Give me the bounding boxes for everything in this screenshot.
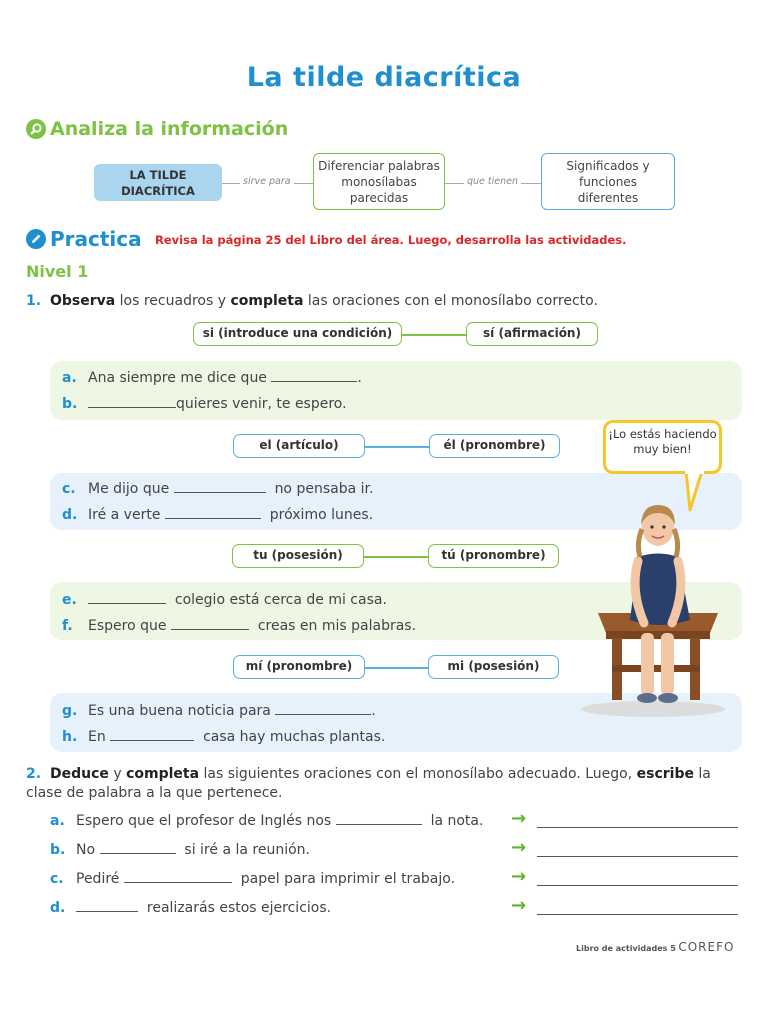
pill-si-afirmacion: sí (afirmación): [466, 322, 598, 346]
footer-book: Libro de actividades 5: [576, 944, 676, 953]
item-letter: c.: [50, 871, 64, 887]
list-item: [62, 617, 416, 634]
list-item: [50, 812, 483, 829]
concept-box-significados: Significados y funciones diferentes: [541, 153, 675, 210]
item-letter: h.: [62, 729, 78, 745]
answer-blank[interactable]: [271, 369, 357, 382]
list-item: [50, 870, 455, 887]
item-letter: b.: [62, 396, 78, 412]
item-letter: g.: [62, 703, 78, 719]
footer: [576, 940, 734, 954]
verb-escribe: escribe: [636, 766, 694, 782]
verb-deduce: Deduce: [49, 766, 109, 782]
answer-blank[interactable]: [100, 841, 176, 854]
item-text: colegio está cerca de mi casa.: [174, 592, 387, 608]
pill-tu-posesion: tu (posesión): [232, 544, 364, 568]
item-text: realizarás estos ejercicios.: [146, 900, 332, 916]
list-item: [62, 702, 376, 719]
list-item: [62, 591, 387, 608]
page-title: La tilde diacrítica: [246, 62, 522, 93]
item-text: la nota.: [430, 813, 484, 829]
item-text: Me dijo que: [88, 481, 170, 497]
question-1: [26, 293, 598, 309]
word-class-line[interactable]: [537, 855, 738, 857]
item-text: Espero que: [88, 618, 167, 634]
answer-blank[interactable]: [88, 395, 176, 408]
arrow-right-icon: →: [511, 866, 527, 887]
item-text: Iré a verte: [88, 507, 161, 523]
connector-que-tienen: que tienen: [464, 176, 521, 187]
question-number: 2.: [26, 766, 42, 782]
pill-mi-posesion: mi (posesión): [428, 655, 559, 679]
pill-el-articulo: el (artículo): [233, 434, 365, 458]
connector-sirve-para: sirve para: [240, 176, 294, 187]
pill-connector: [363, 446, 431, 448]
list-item: [50, 899, 331, 916]
item-letter: f.: [62, 618, 73, 634]
item-text: si iré a la reunión.: [184, 842, 310, 858]
q1-text: las oraciones con el monosílabo correcto.: [303, 293, 598, 309]
item-text: papel para imprimir el trabajo.: [240, 871, 456, 887]
pill-si-condicion: si (introduce una condición): [193, 322, 402, 346]
arrow-right-icon: →: [511, 808, 527, 829]
pill-connector: [363, 667, 430, 669]
item-text: Es una buena noticia para: [88, 703, 271, 719]
answer-blank[interactable]: [275, 702, 371, 715]
item-letter: a.: [62, 370, 77, 386]
arrow-right-icon: →: [511, 895, 527, 916]
answer-blank[interactable]: [336, 812, 422, 825]
item-text: Espero que el profesor de Inglés nos: [76, 813, 332, 829]
answer-blank[interactable]: [171, 617, 249, 630]
verb-completa: completa: [126, 766, 200, 782]
pill-tu-pronombre: tú (pronombre): [428, 544, 559, 568]
list-item: [62, 728, 385, 745]
item-text: .: [357, 370, 362, 386]
answer-blank[interactable]: [165, 506, 261, 519]
list-item: [50, 841, 310, 858]
item-letter: c.: [62, 481, 76, 497]
word-class-line[interactable]: [537, 884, 738, 886]
question-number: 1.: [26, 293, 42, 309]
answer-blank[interactable]: [88, 591, 166, 604]
item-text: Pediré: [76, 871, 120, 887]
item-text: quieres venir, te espero.: [176, 396, 347, 412]
item-text: creas en mis palabras.: [257, 618, 417, 634]
answer-blank[interactable]: [76, 899, 138, 912]
analiza-heading-text: Analiza la información: [50, 118, 289, 140]
practica-heading: [26, 227, 142, 251]
verb-observa: Observa: [49, 293, 116, 309]
word-class-line[interactable]: [537, 826, 738, 828]
analiza-heading: [26, 118, 288, 140]
item-letter: e.: [62, 592, 77, 608]
pill-el-pronombre: él (pronombre): [429, 434, 560, 458]
list-item: [62, 395, 347, 412]
list-item: [62, 369, 362, 386]
word-class-line[interactable]: [537, 913, 738, 915]
answer-blank[interactable]: [110, 728, 194, 741]
item-text: casa hay muchas plantas.: [203, 729, 386, 745]
item-letter: d.: [50, 900, 66, 916]
item-letter: a.: [50, 813, 65, 829]
footer-brand: COREFO: [678, 940, 735, 954]
practica-heading-text: Practica: [50, 227, 142, 251]
concept-box-diferenciar: Diferenciar palabras monosílabas parecidas: [313, 153, 445, 210]
arrow-right-icon: →: [511, 837, 527, 858]
nivel-label: Nivel 1: [26, 262, 89, 281]
speech-bubble: ¡Lo estás haciendo muy bien!: [603, 420, 722, 474]
pencil-icon: [26, 229, 46, 249]
q2-text: la clase de palabra a la que pertenece.: [26, 766, 711, 801]
girl-illustration: [578, 495, 728, 720]
item-letter: b.: [50, 842, 66, 858]
item-letter: d.: [62, 507, 78, 523]
item-text: En: [88, 729, 106, 745]
verb-completa: completa: [230, 293, 304, 309]
practica-instruction: Revisa la página 25 del Libro del área. Luego, desarrolla las actividades.: [155, 233, 627, 247]
answer-blank[interactable]: [174, 480, 266, 493]
q2-text: y: [108, 766, 127, 782]
item-text: No: [76, 842, 96, 858]
pill-mi-pronombre: mí (pronombre): [233, 655, 365, 679]
pill-connector: [400, 334, 468, 336]
item-text: no pensaba ir.: [274, 481, 374, 497]
list-item: [62, 506, 373, 523]
pill-connector: [362, 556, 432, 558]
item-text: Ana siempre me dice que: [88, 370, 267, 386]
q2-text: las siguientes oraciones con el monosílabo adecuado. Luego,: [199, 766, 637, 782]
question-2: [26, 765, 744, 803]
item-text: próximo lunes.: [269, 507, 374, 523]
q1-text: los recuadros y: [115, 293, 231, 309]
magnifier-icon: [26, 119, 46, 139]
concept-main-box: LA TILDE DIACRÍTICA: [94, 164, 222, 201]
list-item: [62, 480, 373, 497]
answer-blank[interactable]: [124, 870, 232, 883]
item-text: .: [371, 703, 376, 719]
